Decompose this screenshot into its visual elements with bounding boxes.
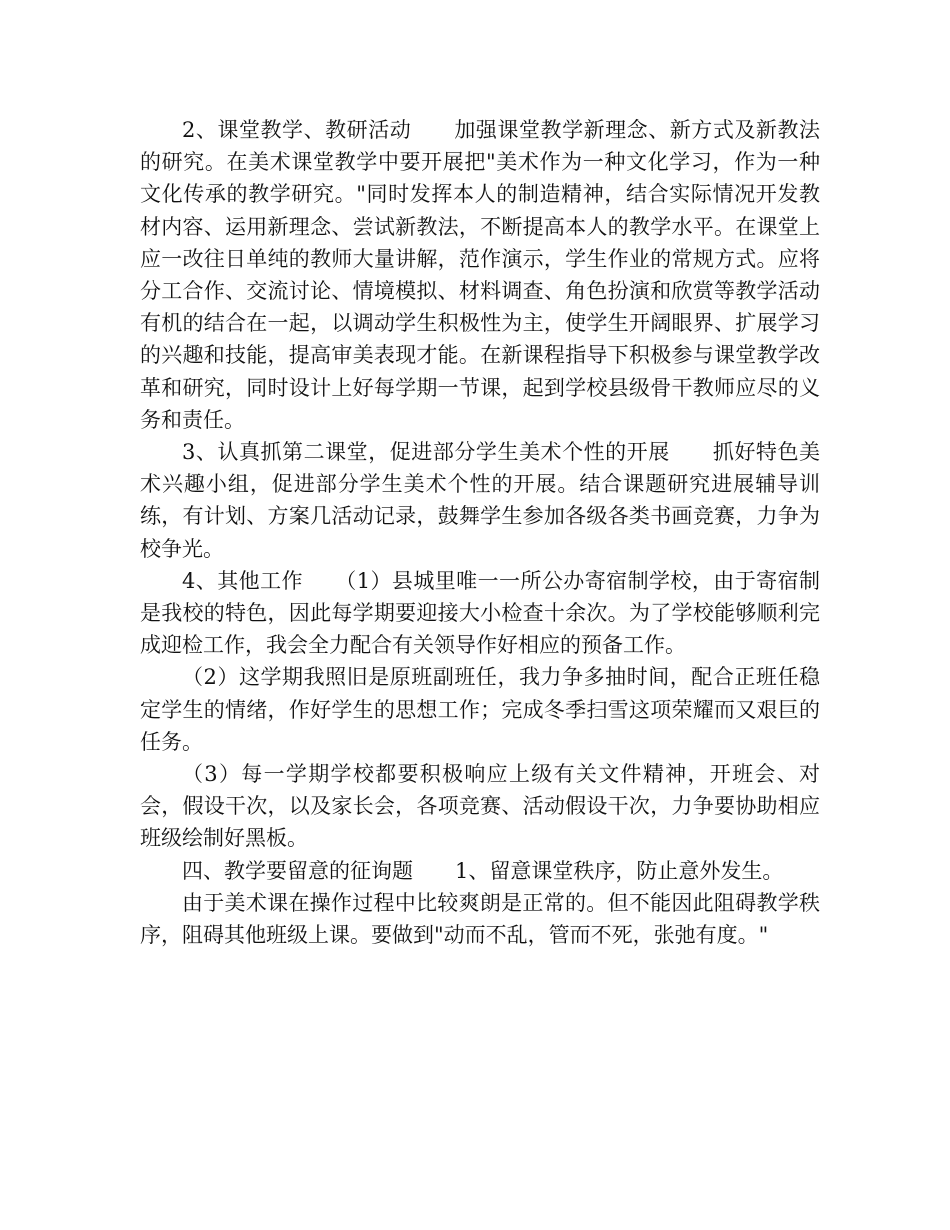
paragraph-other-work-3: （3）每一学期学校都要积极响应上级有关文件精神，开班会、对会，假设干次，以及家长会，各项竞赛、活动假设干次，力争要协助相应班级绘制好黑板。	[140, 762, 820, 851]
paragraph-second-classroom: 3、认真抓第二课堂，促进部分学生美术个性的开展 抓好特色美术兴趣小组，促进部分学生美术个性的开展。结合课题研究进展辅导训练，有计划、方案几活动记录，鼓舞学生参加各级各类书画竞赛，力争为校争光。	[140, 440, 820, 561]
paragraph-other-work-2: （2）这学期我照旧是原班副班任，我力争多抽时间，配合正班任稳定学生的情绪，作好学生的思想工作；完成冬季扫雪这项荣耀而又艰巨的任务。	[140, 665, 820, 754]
paragraph-classroom-teaching: 2、课堂教学、教研活动 加强课堂教学新理念、新方式及新教法的研究。在美术课堂教学中要开展把"美术作为一种文化学习，作为一种文化传承的教学研究。"同时发挥本人的制造精神，结合实际情况开发教材内容、运用新理念、尝试新教法，不断提高本人的教学水平。在课堂上应一改往日单纯的教师大量讲解，范作演示，学生作业的常规方式。应将分工合作、交流讨论、情境模拟、材料调查、角色扮演和欣赏等教学活动有机的结合在一起，以调动学生积极性为主，使学生开阔眼界、扩展学习的兴趣和技能，提高审美表现才能。在新课程指导下积极参与课堂教学改革和研究，同时设计上好每学期一节课，起到学校县级骨干教师应尽的义务和责任。	[140, 118, 820, 432]
paragraph-teaching-issues: 四、教学要留意的征询题 1、留意课堂秩序，防止意外发生。	[182, 858, 784, 883]
paragraph-classroom-order: 由于美术课在操作过程中比较爽朗是正常的。但不能因此阻碍教学秩序，阻碍其他班级上课。要做到"动而不乱，管而不死，张弛有度。"	[140, 890, 820, 948]
paragraph-other-work-1: 4、其他工作 （1）县城里唯一一所公办寄宿制学校，由于寄宿制是我校的特色，因此每学期要迎接大小检查十余次。为了学校能够顺利完成迎检工作，我会全力配合有关领导作好相应的预备工作。	[140, 568, 820, 658]
document-body	[140, 114, 820, 951]
